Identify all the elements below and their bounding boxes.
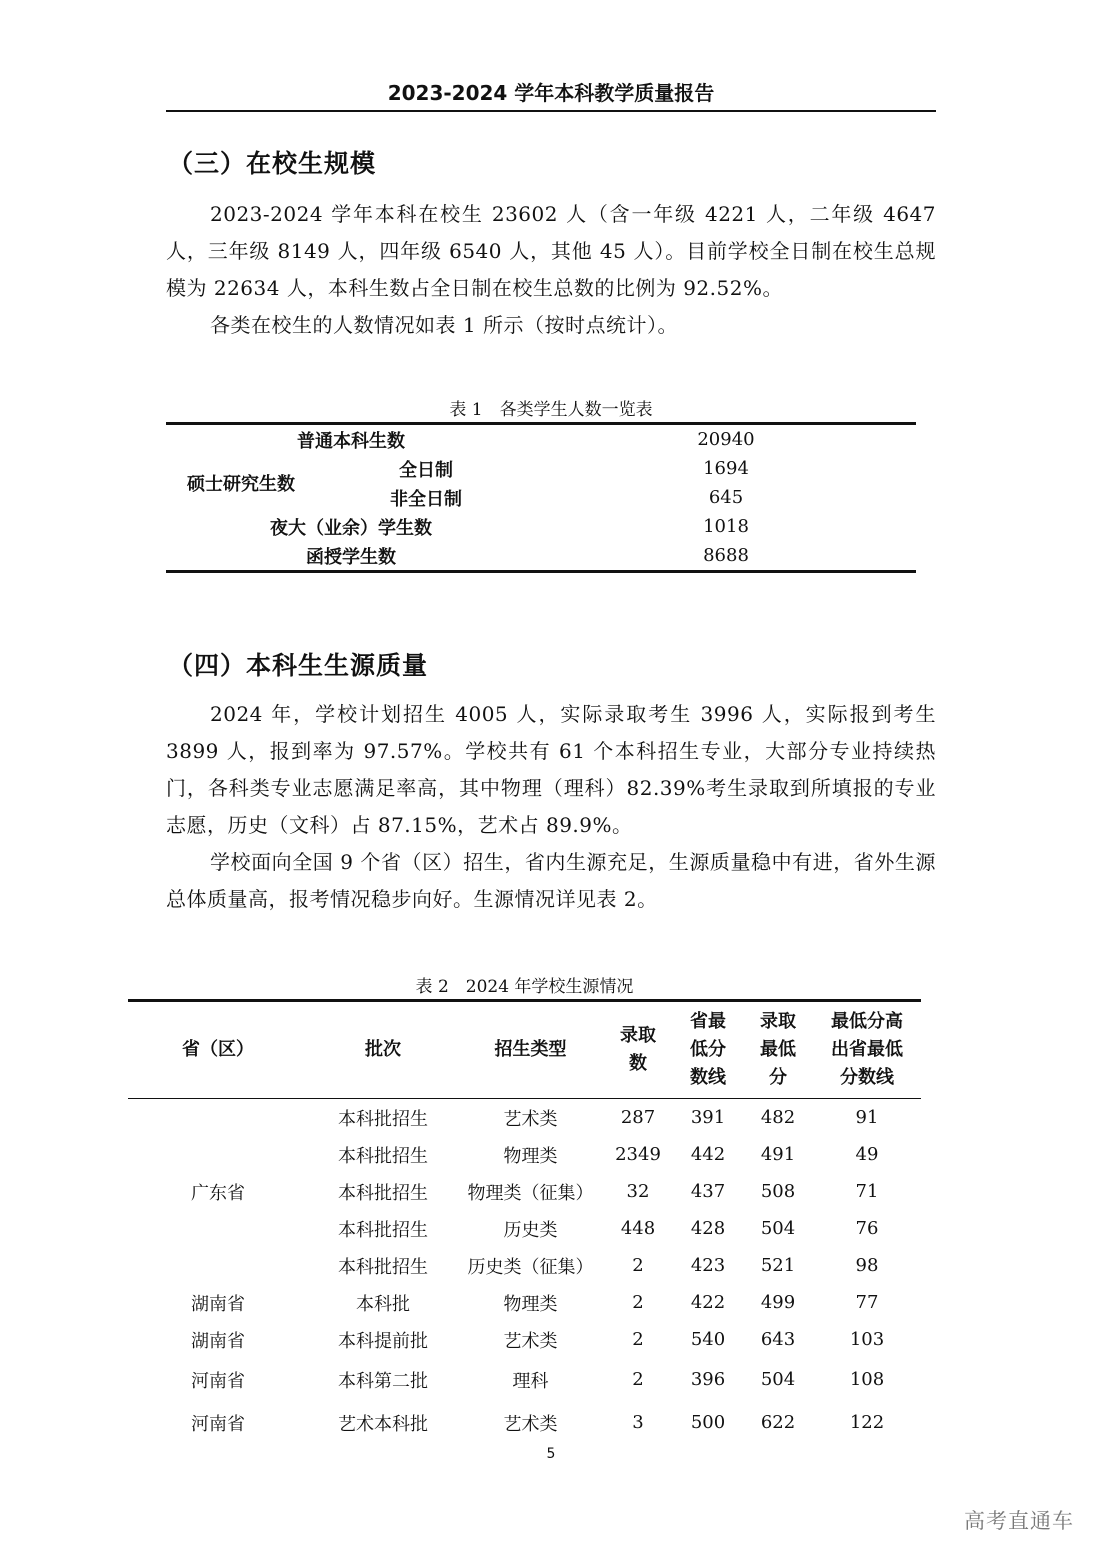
- cell-province-min: 500: [690, 1412, 726, 1433]
- table2-caption: 表 2 2024 年学校生源情况: [415, 977, 634, 997]
- cell-type: 艺术类: [503, 1108, 558, 1130]
- cell-batch: 本科第二批: [338, 1370, 428, 1392]
- cell-difference: 49: [855, 1144, 879, 1165]
- header-admitted: 录取 数: [603, 1001, 673, 1099]
- cell-batch: 本科批招生: [338, 1145, 428, 1167]
- admission-source-table: [128, 999, 921, 1444]
- row-value: 645: [708, 487, 744, 508]
- cell-type: 艺术类: [503, 1330, 558, 1352]
- page-number: 5: [546, 1446, 556, 1462]
- cell-admitted: 2: [632, 1292, 644, 1313]
- cell-admit-min: 504: [760, 1218, 796, 1239]
- row-label: 夜大（业余）学生数: [270, 517, 432, 539]
- header-province: 省（区）: [128, 1001, 308, 1099]
- cell-province-min: 396: [690, 1369, 726, 1390]
- watermark: 高考直通车: [964, 1509, 1074, 1533]
- cell-difference: 76: [855, 1218, 879, 1239]
- table-row: [128, 1284, 921, 1321]
- cell-province-min: 428: [690, 1218, 726, 1239]
- cell-difference: 77: [855, 1292, 879, 1313]
- cell-province: 湖南省: [191, 1330, 245, 1352]
- cell-province-min: 423: [690, 1255, 726, 1276]
- paragraph-table1-intro: 各类在校生的人数情况如表 1 所示（按时点统计）。: [210, 313, 678, 337]
- row-value: 8688: [703, 545, 749, 566]
- table-row: [128, 1401, 921, 1444]
- cell-province: 河南省: [191, 1413, 245, 1435]
- cell-province-min: 442: [690, 1144, 726, 1165]
- cell-batch: 本科批招生: [338, 1219, 428, 1241]
- cell-admit-min: 499: [760, 1292, 796, 1313]
- cell-admit-min: 622: [760, 1412, 796, 1433]
- header-type: 招生类型: [458, 1001, 603, 1099]
- cell-admitted: 2: [632, 1255, 644, 1276]
- paragraph-provinces: 学校面向全国 9 个省（区）招生，省内生源充足，生源质量稳中有进，省外生源总体质量高，报考情况稳步向好。生源情况详见表 2。: [166, 850, 936, 911]
- cell-admit-min: 491: [760, 1144, 796, 1165]
- cell-batch: 本科批招生: [338, 1108, 428, 1130]
- cell-batch: 本科批: [356, 1293, 410, 1315]
- cell-province: 湖南省: [191, 1293, 245, 1315]
- table-row: [166, 454, 916, 483]
- cell-type: 理科: [512, 1370, 549, 1392]
- row-value: 1694: [703, 458, 749, 479]
- row-label: 硕士研究生数: [187, 474, 295, 495]
- paragraph-admission: 2024 年，学校计划招生 4005 人，实际录取考生 3996 人，实际报到考生 3899 人，报到率为 97.57%。学校共有 61 个本科招生专业，大部分专业持续热门，各科类专业志愿满足率高，其中物理（理科）82.39%考生录取到所填报的专业志愿，历史（文科）占 87.15%，艺术占 89.9%。: [166, 702, 936, 837]
- cell-admitted: 2: [632, 1329, 644, 1350]
- cell-difference: 71: [855, 1181, 879, 1202]
- cell-admitted: 32: [626, 1181, 650, 1202]
- row-sublabel: 全日制: [399, 459, 453, 481]
- cell-difference: 91: [855, 1107, 879, 1128]
- cell-province-min: 391: [690, 1107, 726, 1128]
- cell-difference: 122: [849, 1412, 885, 1433]
- cell-difference: 108: [849, 1369, 885, 1390]
- cell-type: 物理类（征集）: [467, 1182, 594, 1204]
- cell-type: 历史类: [503, 1219, 558, 1241]
- cell-type: 物理类: [503, 1293, 558, 1315]
- cell-batch: 本科提前批: [338, 1330, 428, 1352]
- table-row: [128, 1321, 921, 1358]
- cell-admitted: 448: [620, 1218, 656, 1239]
- cell-province: 河南省: [191, 1370, 245, 1392]
- cell-province: 广东省: [191, 1182, 245, 1204]
- header-batch: 批次: [308, 1001, 458, 1099]
- cell-admitted: 287: [620, 1107, 656, 1128]
- cell-admitted: 3: [632, 1412, 644, 1433]
- cell-province-min: 422: [690, 1292, 726, 1313]
- cell-difference: 103: [849, 1329, 885, 1350]
- row-value: 20940: [697, 429, 755, 450]
- cell-admitted: 2: [632, 1369, 644, 1390]
- cell-province-min: 437: [690, 1181, 726, 1202]
- cell-admitted: 2349: [615, 1144, 661, 1165]
- cell-batch: 本科批招生: [338, 1256, 428, 1278]
- cell-admit-min: 508: [760, 1181, 796, 1202]
- student-count-table: [166, 422, 916, 573]
- table1-caption: 表 1 各类学生人数一览表: [449, 400, 653, 420]
- table-row: [166, 512, 916, 541]
- cell-province-min: 540: [690, 1329, 726, 1350]
- section-title-enrollment-scale: （三）在校生规模: [168, 149, 377, 178]
- cell-type: 物理类: [503, 1145, 558, 1167]
- cell-admit-min: 643: [760, 1329, 796, 1350]
- paragraph-enrollment: 2023-2024 学年本科在校生 23602 人（含一年级 4221 人，二年级 4647 人，三年级 8149 人，四年级 6540 人，其他 45 人）。目前学校全日制在校生总规模为 22634 人，本科生数占全日制在校生总数的比例为 92.52%。: [166, 202, 936, 300]
- cell-admit-min: 482: [760, 1107, 796, 1128]
- row-sublabel: 非全日制: [390, 488, 462, 510]
- cell-difference: 98: [855, 1255, 879, 1276]
- header-province-min: 省最 低分 数线: [673, 1001, 743, 1099]
- row-value: 1018: [703, 516, 749, 537]
- header-difference: 最低分高 出省最低 分数线: [813, 1001, 921, 1099]
- table-row: [166, 541, 916, 572]
- cell-admit-min: 521: [760, 1255, 796, 1276]
- cell-type: 艺术类: [503, 1413, 558, 1435]
- table-header-row: [128, 1001, 921, 1099]
- table-row: [166, 424, 916, 455]
- section-title-source-quality: （四）本科生生源质量: [168, 651, 429, 680]
- cell-batch: 艺术本科批: [338, 1413, 428, 1435]
- header-admit-min: 录取 最低 分: [743, 1001, 813, 1099]
- cell-type: 历史类（征集）: [467, 1256, 594, 1278]
- table-row: [128, 1358, 921, 1401]
- page-header: 2023-2024 学年本科教学质量报告: [166, 78, 936, 112]
- cell-admit-min: 504: [760, 1369, 796, 1390]
- table-row: [128, 1099, 921, 1137]
- row-label: 函授学生数: [306, 546, 396, 568]
- cell-batch: 本科批招生: [338, 1182, 428, 1204]
- row-label: 普通本科生数: [297, 430, 405, 452]
